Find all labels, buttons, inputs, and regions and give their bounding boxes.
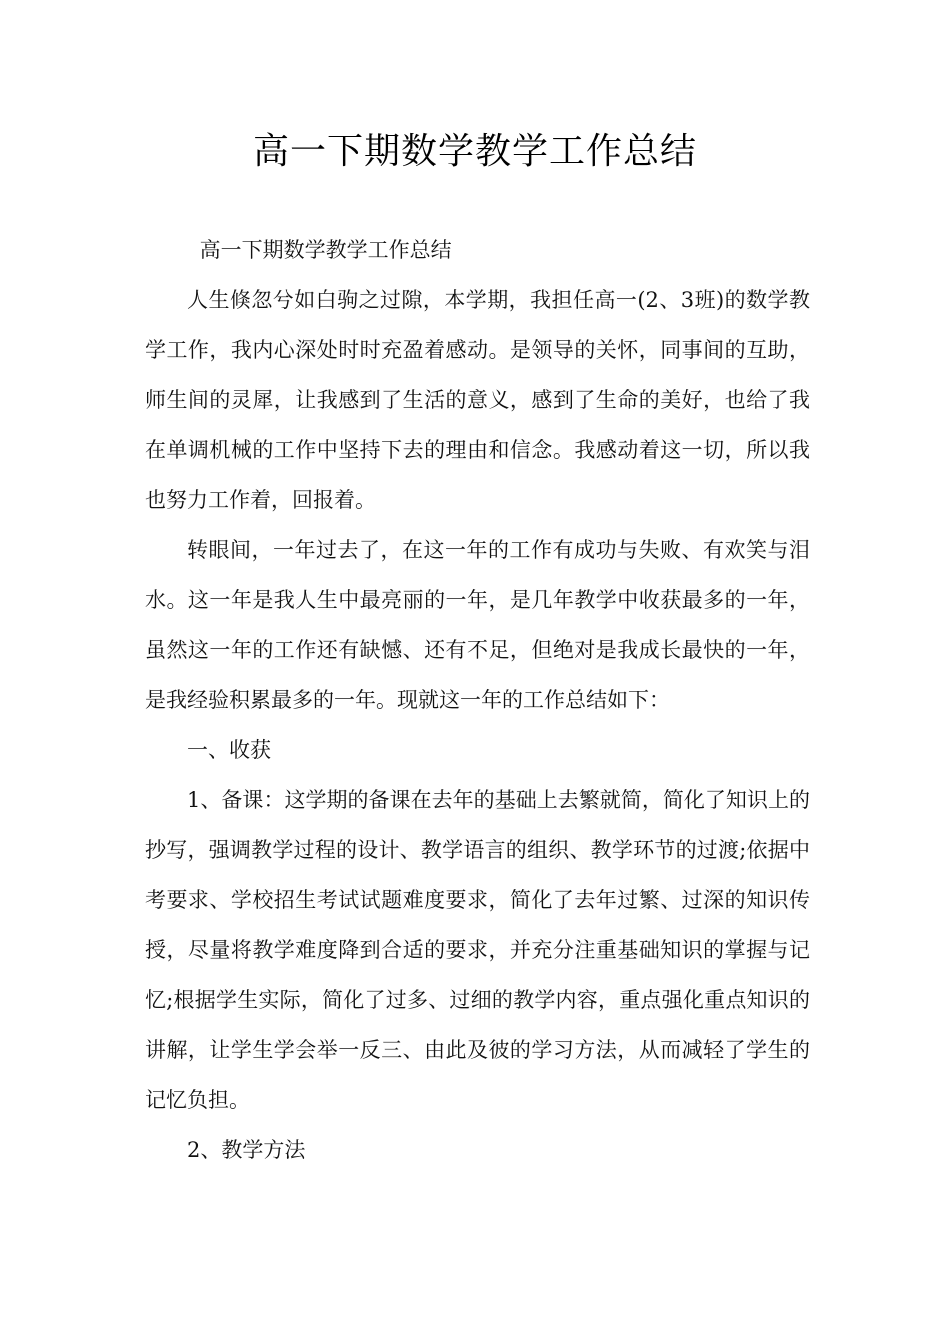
document-body: [145, 225, 810, 1175]
document-subtitle: 高一下期数学教学工作总结: [199, 238, 452, 262]
document-title: 高一下期数学教学工作总结: [252, 131, 697, 172]
paragraph-review: 转眼间，一年过去了，在这一年的工作有成功与失败、有欢笑与泪水。这一年是我人生中最亮丽的一年，是几年教学中收获最多的一年，虽然这一年的工作还有缺憾、还有不足，但绝对是我成长最快的一年，是我经验积累最多的一年。现就这一年的工作总结如下：: [145, 538, 810, 712]
paragraph-intro: 人生倏忽兮如白驹之过隙，本学期，我担任高一(2、3班)的数学教学工作，我内心深处时时充盈着感动。是领导的关怀，同事间的互助，师生间的灵犀，让我感到了生活的意义，感到了生命的美好，也给了我在单调机械的工作中坚持下去的理由和信念。我感动着这一切，所以我也努力工作着，回报着。: [145, 288, 810, 512]
section-heading-gains: 一、收获: [187, 738, 271, 762]
paragraph-lesson-prep: 1、备课：这学期的备课在去年的基础上去繁就简，简化了知识上的抄写，强调教学过程的设计、教学语言的组织、教学环节的过渡;依据中考要求、学校招生考试试题难度要求，简化了去年过繁、过深的知识传授，尽量将教学难度降到合适的要求，并充分注重基础知识的掌握与记忆;根据学生实际，简化了过多、过细的教学内容，重点强化重点知识的讲解，让学生学会举一反三、由此及彼的学习方法，从而减轻了学生的记忆负担。: [145, 788, 810, 1112]
section-heading-teaching-methods: 2、教学方法: [187, 1138, 306, 1162]
